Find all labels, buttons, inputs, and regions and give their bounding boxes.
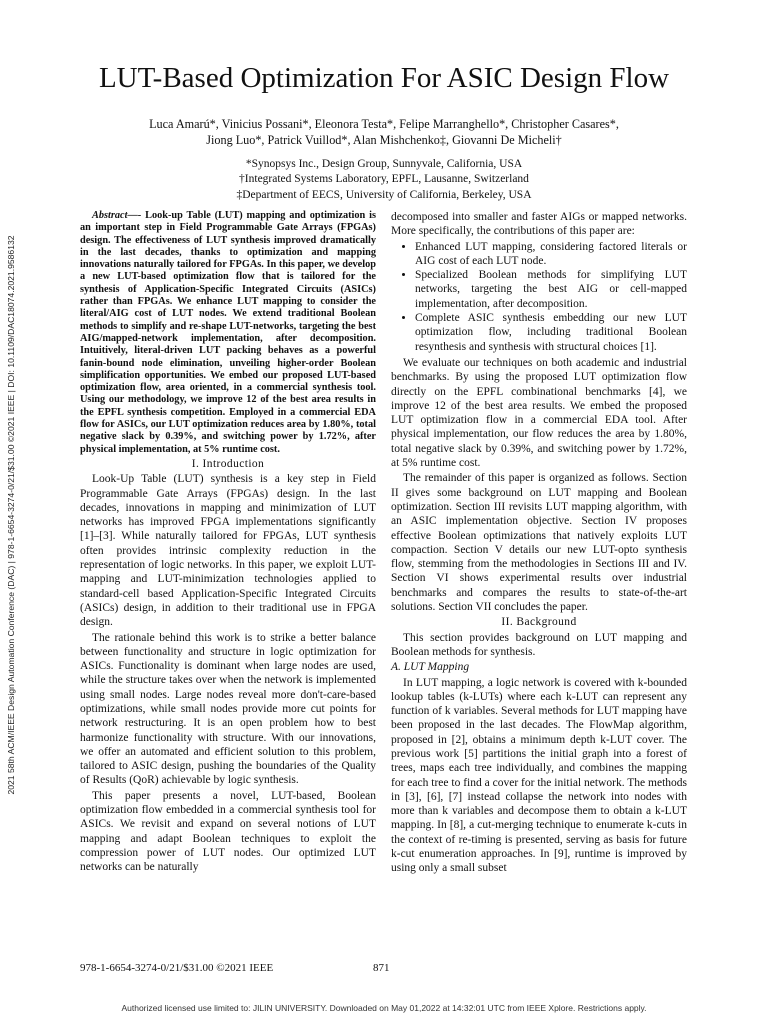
author-line-2: Jiong Luo*, Patrick Vuillod*, Alan Mishchenko‡, Giovanni De Micheli† bbox=[206, 132, 562, 147]
contribution-item: • Complete ASIC synthesis embedding our new LUT optimization flow, including traditional Boolean resynthesis and synthesis with structural choices [1]. bbox=[415, 311, 687, 354]
affiliation-berkeley: ‡Department of EECS, University of California, Berkeley, USA bbox=[236, 188, 532, 201]
section-heading-introduction: I. Introduction bbox=[191, 457, 265, 470]
evaluation-paragraph: We evaluate our techniques on both academic and industrial benchmarks. By using the proposed LUT optimization flow directly on the EPFL combinational benchmarks [4], we improve 12 of the best area results. We embed the proposed LUT optimization flow in a commercial EDA tool. After physical implementation, our flow reduces the area by 1.80%, total negative slack by 0.39%, and switching power by 1.72%, at 5% runtime cost. bbox=[391, 356, 687, 470]
organization-paragraph: The remainder of this paper is organized as follows. Section II gives some background on LUT mapping and Boolean optimization. Section III revisits LUT mapping algorithm, with an ASIC implementation objective. Section IV proposes effective Boolean optimizations that natively exploits LUT compaction. Section V details our new LUT-opto synthesis flow, stemming from the methodologies in Sections III and IV. Section VI shows experimental results over industrial benchmarks and compares the results to state-of-the-art solutions. Section VII concludes the paper. bbox=[391, 472, 687, 614]
intro-paragraph-3: This paper presents a novel, LUT-based, Boolean optimization flow embedded in a commercial synthesis tool for ASICs. We revisit and expand on several notions of LUT mapping and adapt Boolean techniques to exploit the compression power of LUT nodes. Our optimized LUT networks can be naturally bbox=[80, 789, 376, 874]
author-list bbox=[60, 117, 708, 148]
affiliation-synopsys: *Synopsys Inc., Design Group, Sunnyvale, California, USA bbox=[245, 158, 523, 170]
right-column bbox=[391, 210, 687, 877]
background-paragraph: This section provides background on LUT mapping and Boolean methods for synthesis. bbox=[391, 631, 687, 658]
author-line-1: Luca Amarú*, Vinicius Possani*, Eleonora Testa*, Felipe Marranghello*, Christopher Casares*, bbox=[149, 117, 619, 131]
affiliation-epfl: †Integrated Systems Laboratory, EPFL, Lausanne, Switzerland bbox=[239, 173, 529, 186]
abstract-text: —- Look-up Table (LUT) mapping and optimization is an important step in Field Programmable Gate Arrays (FPGAs) design. The effectiveness of LUT synthesis improved dramatically in the last decades, thanks to optimization and mapping innovations naturally tailored for FPGAs. In this paper, we develop a new LUT-based optimization flow that is tailored for the synthesis of Application-Specific Integrated Circuits (ASICs) rather than FPGAs. We enhance LUT mapping to consider the literal/AIG cost of LUT nodes. We extend traditional Boolean methods to simplify and re-shape LUT-networks, targeting the best AIG/mapped-network implementation, after decomposition. Intuitively, literal-driven LUT packing behaves as a powerful fanin-bound node elimination, unveiling higher-order Boolean simplification opportunities. We embed our proposed LUT-based optimization flow, area oriented, in a commercial synthesis tool. Using our methodology, we improve 12 of the best area results in the EPFL synthesis competition. Employed in a commercial EDA flow for ASICs, our LUT optimization reduces area by 1.80%, total negative slack by 0.39%, and switching power by 1.72%, after physical implementation, at 5% runtime cost. bbox=[80, 210, 376, 455]
abstract bbox=[80, 210, 376, 456]
intro-paragraph-2: The rationale behind this work is to strike a better balance between functionality and structure in logic optimization for ASICs. Functionality is dominant when large nodes are used, while the structure takes over when the network is implemented using small nodes. Large nodes reveal more don't-care-based optimizations, while small nodes provide more cut points for network restructuring. It is an open problem how to best harmonize functionality with structure. With our innovations, we offer an automated and efficient solution to this problem, tailored to ASIC design, pushing the boundaries of the Quality of Results (QoR) achievable by logic synthesis. bbox=[80, 631, 376, 787]
paper-title: LUT-Based Optimization For ASIC Design Flow bbox=[98, 62, 670, 94]
abstract-label: Abstract bbox=[92, 210, 128, 221]
contribution-list bbox=[391, 240, 687, 354]
conference-side-strip bbox=[0, 195, 22, 835]
subsection-heading-lut-mapping: A. LUT Mapping bbox=[391, 661, 470, 674]
footer-isbn: 978-1-6654-3274-0/21/$31.00 ©2021 IEEE bbox=[80, 962, 274, 974]
page-number: 871 bbox=[373, 962, 390, 974]
license-notice: Authorized licensed use limited to: JILIN UNIVERSITY. Downloaded on May 01,2022 at 14:32:01 UTC from IEEE Xplore. Restrictions apply. bbox=[121, 1003, 647, 1013]
lut-mapping-paragraph: In LUT mapping, a logic network is covered with k-bounded lookup tables (k-LUTs) where each k-LUT can represent any function of k variables. Several methods for LUT mapping have been proposed in the last decades. The FlowMap algorithm, proposed in [2], obtains a minimum depth k-LUT cover. The previous work [5] partitions the initial graph into a forest of trees, maps each tree individually, and combines the mapping for each tree to find a cover for the initial network. The methods in [3], [6], [7] instead collapse the network into nodes with more than k variables and decompose them to obtain a k-LUT mapping. In [8], a cut-merging technique to enumerate k-cuts in the context of re-timing is presented, serving as basis for future k-cut enumeration approaches. In [9], runtime is improved by using only a small subset bbox=[391, 676, 687, 875]
side-strip-text: 2021 58th ACM/IEEE Design Automation Conference (DAC) | 978-1-6654-3274-0/21/$31.00 ©2021 IEEE | DOI: 10.1109/DAC18074.2021.9586132 bbox=[6, 235, 16, 795]
intro-paragraph-continued: decomposed into smaller and faster AIGs or mapped networks. More specifically, the contributions of this paper are: bbox=[391, 211, 687, 238]
left-column bbox=[80, 210, 376, 876]
section-heading-background: II. Background bbox=[501, 616, 577, 629]
contribution-item: • Enhanced LUT mapping, considering factored literals or AIG cost of each LUT node. bbox=[415, 240, 687, 269]
contribution-item: • Specialized Boolean methods for simplifying LUT networks, targeting the best AIG or cell-mapped implementation, after decomposition. bbox=[415, 268, 687, 311]
affiliation-list bbox=[60, 157, 708, 203]
intro-paragraph-1: Look-Up Table (LUT) synthesis is a key step in Field Programmable Gate Arrays (FPGAs) design. In the last decades, innovations in mapping and minimization of LUT networks has improved FPGA implementations significantly [1]–[3]. While naturally tailored for FPGAs, LUT synthesis often provides intrinsic complexity reduction in the representation of logic networks. In this paper, we exploit LUT-mapping and LUT-minimization technologies applied to standard-cell based Application-Specific Integrated Circuits (ASICs) design, in addition to their traditional use in FPGA design. bbox=[80, 473, 376, 629]
